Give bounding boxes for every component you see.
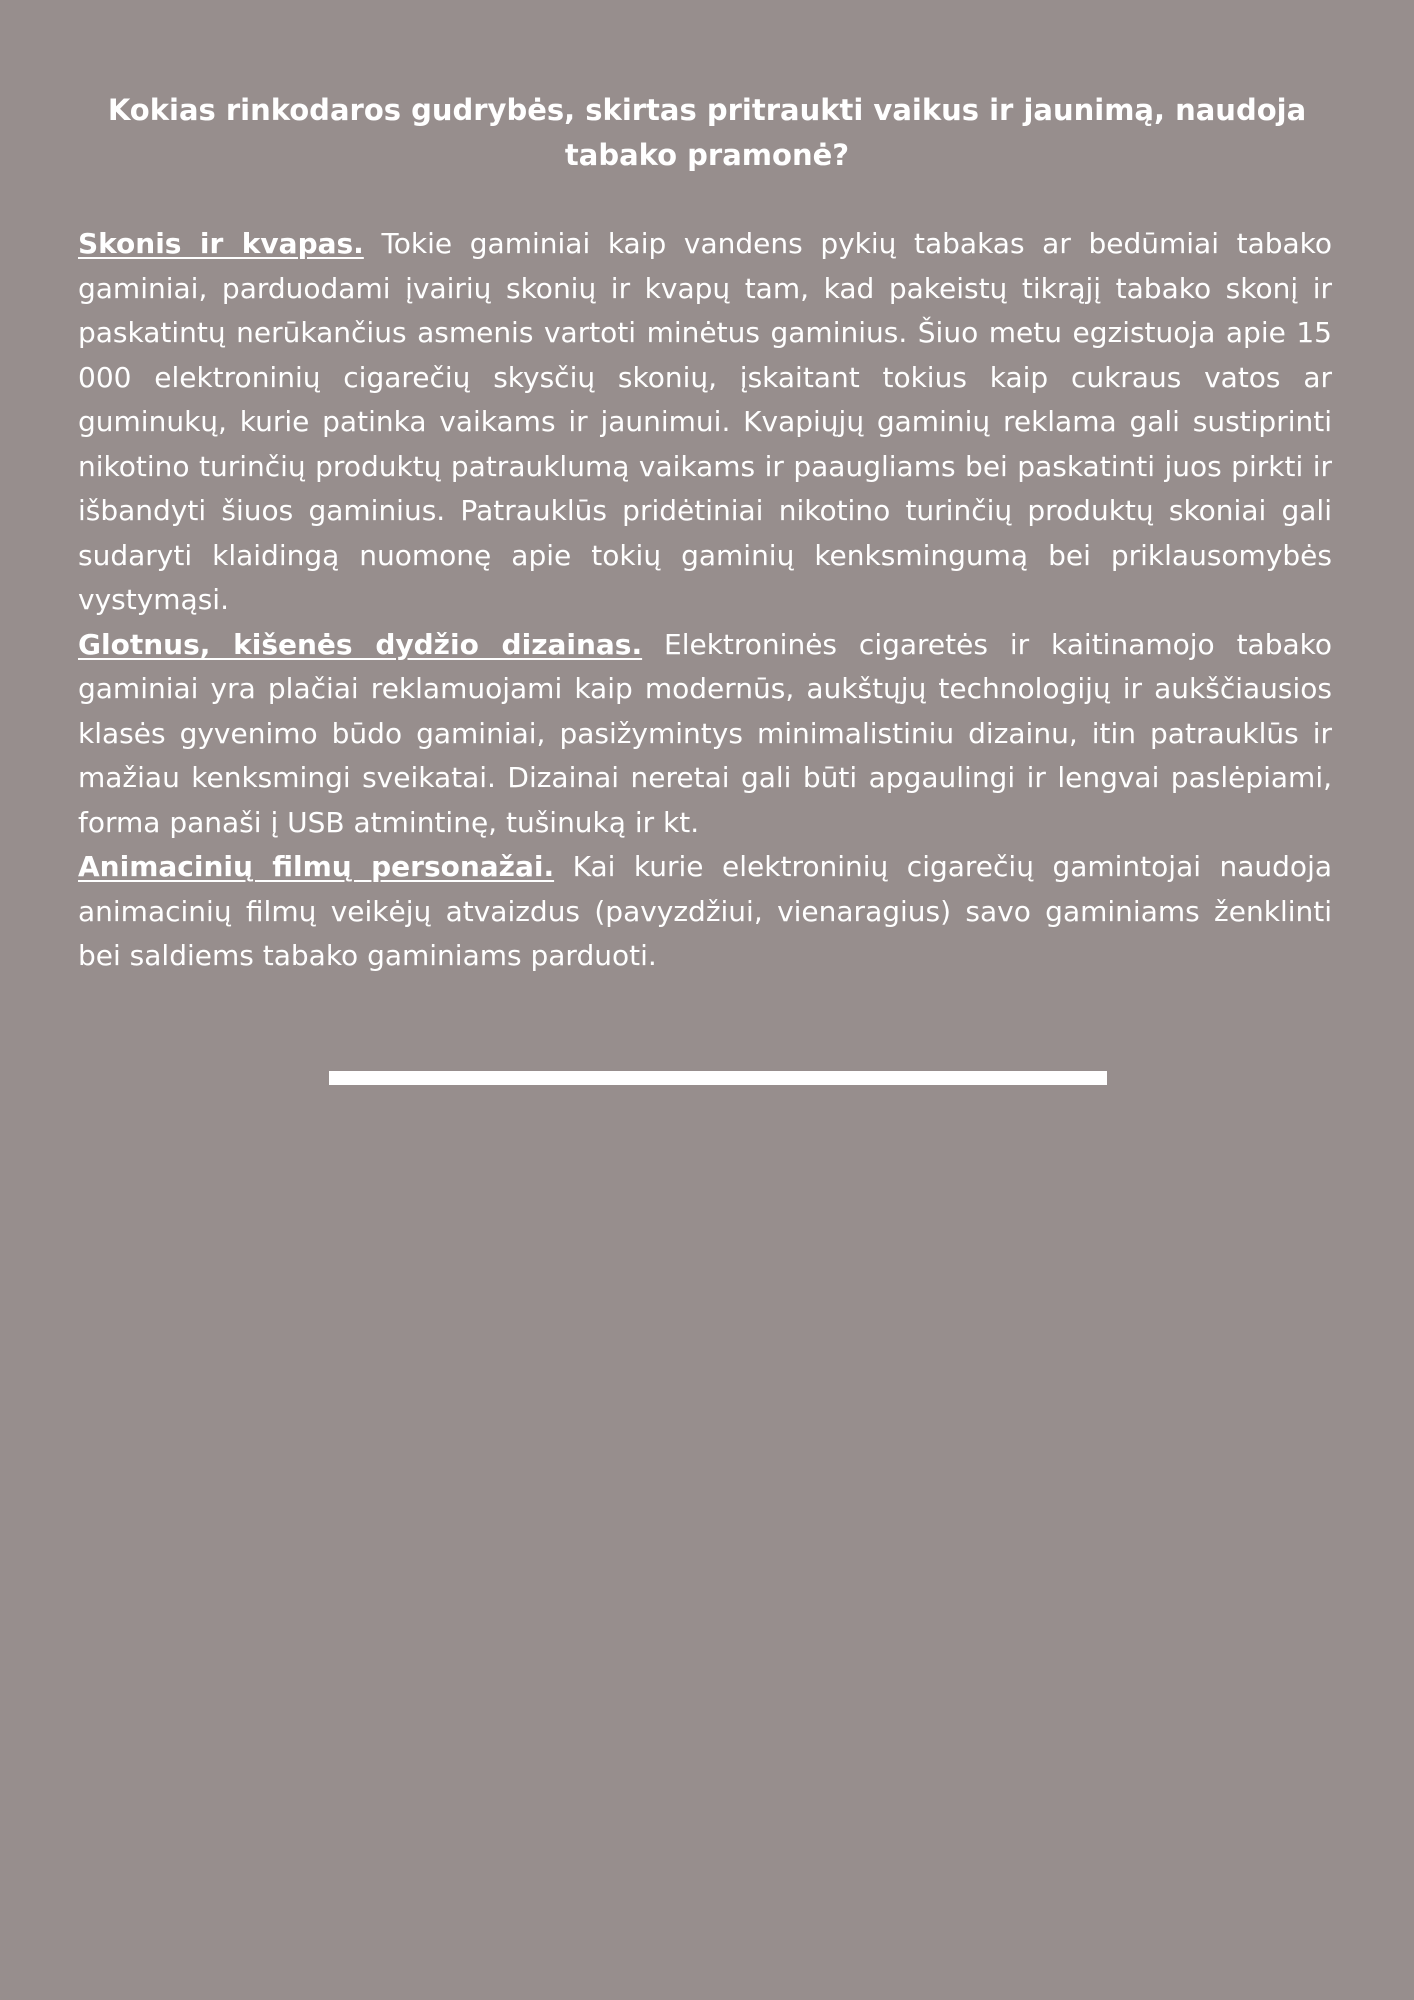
section-heading: Animacinių filmų personažai. [78,850,555,883]
section-sleek-design [78,623,1332,846]
section-text: Elektroninės cigaretės ir kaitinamojo tabako gaminiai yra plačiai reklamuojami kaip modernūs, aukštųjų technologijų ir aukščiausios klasės gyvenimo būdo gaminiai, pasižymintys minimalistiniu dizainu, itin patrauklūs ir mažiau kenksmingi sveikatai. Dizainai neretai gali būti apgaulingi ir lengvai paslėpiami, forma panaši į USB atmintinę, tušinuką ir kt. [78,627,1332,839]
section-text: Tokie gaminiai kaip vandens pykių tabakas ar bedūmiai tabako gaminiai, parduodami įvairių skonių ir kvapų tam, kad pakeistų tikrąjį tabako skonį ir paskatintų nerūkančius asmenis vartoti minėtus gaminius. Šiuo metu egzistuoja apie 15 000 elektroninių cigarečių skysčių skonių, įskaitant tokius kaip cukraus vatos ar guminukų, kurie patinka vaikams ir jaunimui. Kvapiųjų gaminių reklama gali sustiprinti nikotino turinčių produktų patrauklumą vaikams ir paaugliams bei paskatinti juos pirkti ir išbandyti šiuos gaminius. Patrauklūs pridėtiniai nikotino turinčių produktų skoniai gali sudaryti klaidingą nuomonę apie tokių gaminių kenksmingumą bei priklausomybės vystymąsi. [78,227,1333,616]
section-heading: Glotnus, kišenės dydžio dizainas. [78,627,643,661]
section-taste-and-smell [78,222,1332,623]
section-heading: Skonis ir kvapas. [78,227,364,260]
section-text: Kai kurie elektroninių cigarečių gamintojai naudoja animacinių filmų veikėjų atvaizdus (pavyzdžiui, vienaragius) savo gaminiams ženklinti bei saldiems tabako gaminiams parduoti. [78,850,1333,972]
section-cartoon-characters [78,845,1332,979]
article-body [78,222,1332,979]
divider-bar [329,1071,1107,1085]
page-title: Kokias rinkodaros gudrybės, skirtas pritraukti vaikus ir jaunimą, naudoja tabako pramonė? [107,93,1307,172]
